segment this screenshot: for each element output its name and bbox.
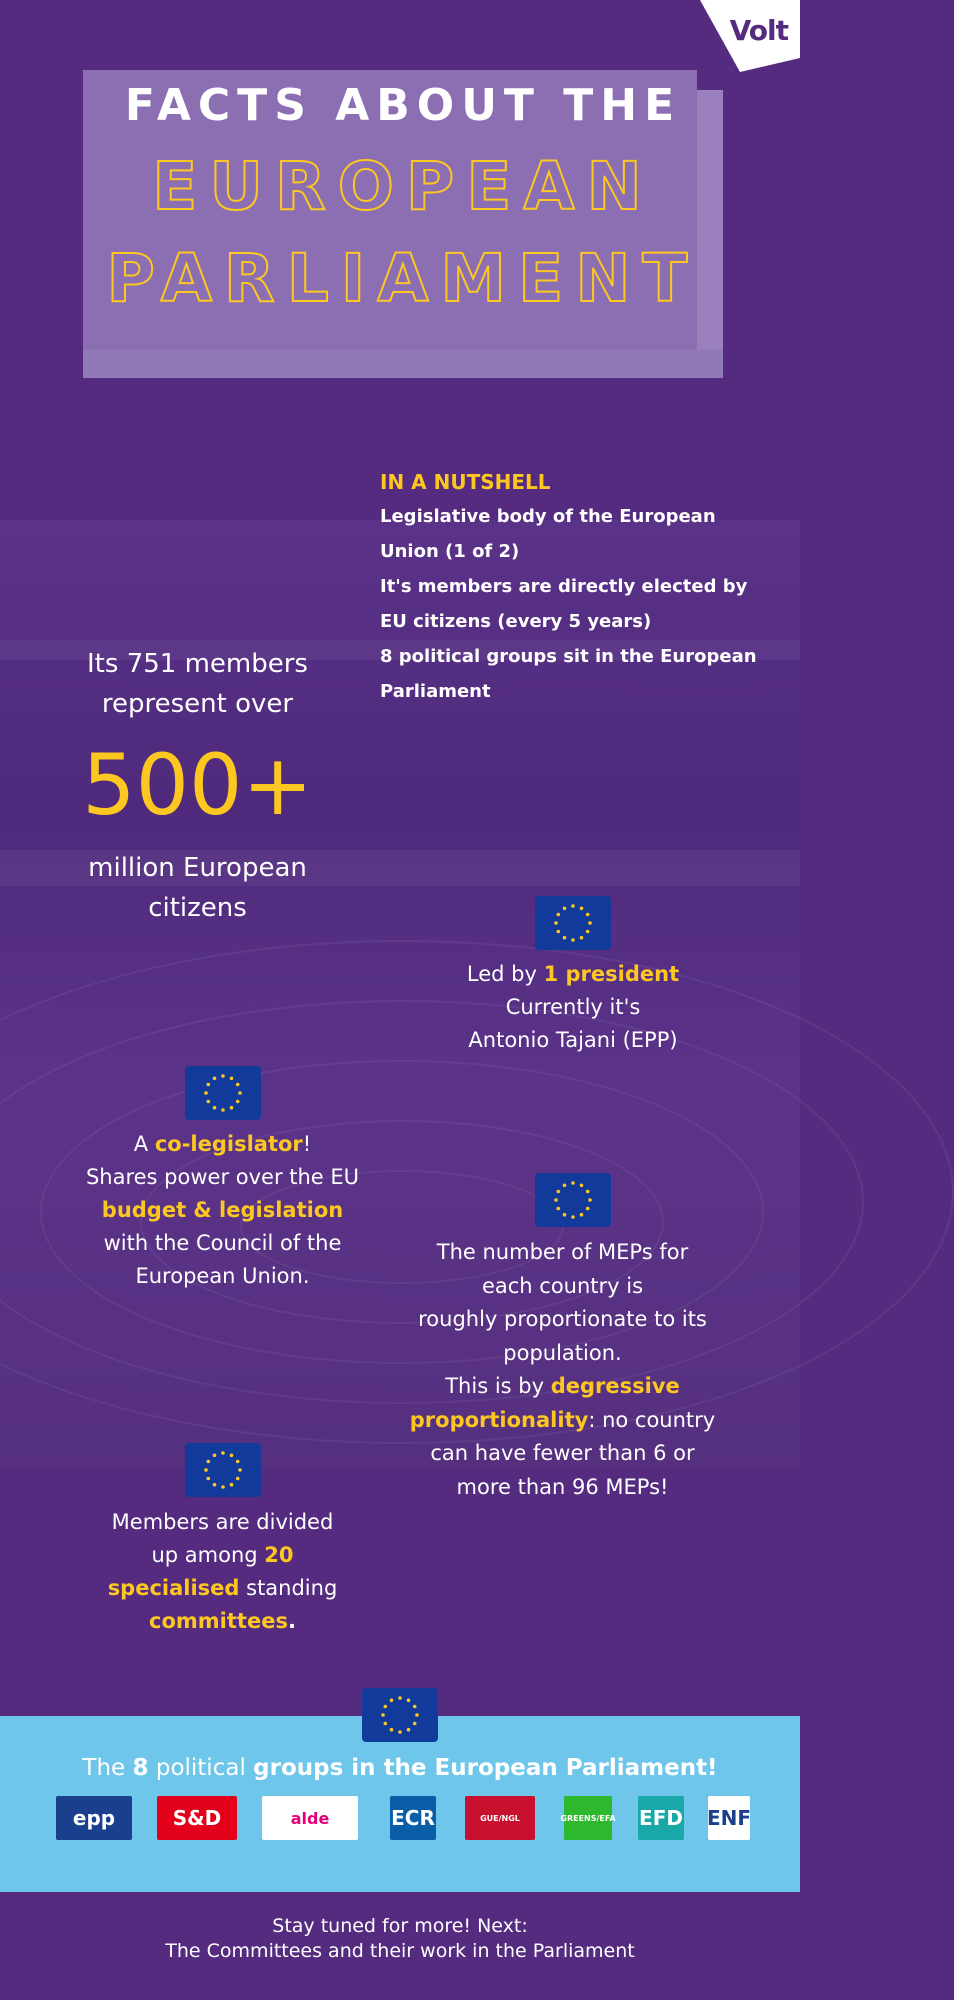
committees-highlight-2: specialised	[107, 1576, 240, 1600]
meps-text	[400, 1236, 725, 1504]
eu-star	[563, 1184, 567, 1188]
meps-line-5: This is by	[445, 1374, 551, 1398]
colegislator-pre: A	[133, 1132, 155, 1156]
logo-efdd	[638, 1796, 684, 1840]
eu-star	[381, 1713, 385, 1717]
eu-star	[580, 1184, 584, 1188]
eu-star	[580, 1213, 584, 1217]
eu-star	[384, 1705, 388, 1709]
eu-star	[213, 1077, 217, 1081]
eu-star	[221, 1451, 225, 1455]
eu-star	[557, 930, 561, 934]
colegislator-line-5: European Union.	[135, 1264, 310, 1288]
groups-bold: groups in the European Parliament!	[253, 1755, 718, 1781]
eu-star	[236, 1460, 240, 1464]
logo-alde	[262, 1796, 358, 1840]
eu-star	[230, 1106, 234, 1110]
members-line-2: represent over	[101, 689, 294, 719]
eu-star	[586, 930, 590, 934]
title-line-1: FACTS ABOUT THE	[124, 80, 682, 131]
title-box-side	[697, 90, 723, 378]
nutshell-line: Legislative body of the European	[380, 506, 716, 527]
logo-sd	[157, 1796, 237, 1840]
title-line-3: PARLIAMENT	[106, 240, 700, 317]
eu-star	[586, 913, 590, 917]
meps-line-6: : no country	[588, 1407, 716, 1432]
logo-epp-text: epp	[72, 1806, 116, 1830]
eu-star	[571, 938, 575, 942]
eu-star	[563, 907, 567, 911]
groups-pre: The	[82, 1755, 133, 1781]
committees-highlight-3: committees	[149, 1609, 288, 1633]
logo-efdd-text: EFD	[639, 1806, 683, 1830]
groups-heading	[0, 1752, 800, 1784]
eu-star	[213, 1454, 217, 1458]
eu-star	[557, 913, 561, 917]
meps-highlight-1: degressive	[550, 1374, 680, 1398]
logo-greens-efa-text: GREENS/EFA	[560, 1813, 616, 1823]
eu-star	[221, 1108, 225, 1112]
meps-highlight-2: proportionality	[409, 1407, 589, 1432]
meps-line-7: can have fewer than 6 or	[430, 1441, 695, 1465]
eu-star	[230, 1077, 234, 1081]
logo-enf	[708, 1796, 750, 1840]
eu-star	[390, 1728, 394, 1732]
eu-star	[207, 1477, 211, 1481]
eu-flag-icon	[535, 1173, 611, 1227]
eu-star	[236, 1477, 240, 1481]
colegislator-highlight: co-legislator	[154, 1132, 303, 1156]
eu-flag-icon	[185, 1443, 261, 1497]
nutshell-line: 8 political groups sit in the European	[380, 646, 757, 667]
eu-star	[213, 1483, 217, 1487]
eu-star	[586, 1190, 590, 1194]
committees-line-1: Members are divided	[111, 1510, 334, 1534]
logo-enf-text: ENF	[706, 1806, 752, 1830]
members-line-4: citizens	[148, 893, 247, 923]
eu-star	[221, 1485, 225, 1489]
footer-text	[0, 1914, 800, 1964]
eu-star	[204, 1091, 208, 1095]
members-text-lower	[40, 848, 355, 928]
colegislator-line-4: with the Council of the	[103, 1231, 342, 1255]
eu-star	[554, 1198, 558, 1202]
eu-star	[571, 904, 575, 908]
eu-star	[413, 1722, 417, 1726]
eu-star	[588, 1198, 592, 1202]
groups-mid: political	[148, 1755, 254, 1781]
eu-star	[238, 1091, 242, 1095]
eu-star	[204, 1468, 208, 1472]
committees-post: .	[287, 1609, 296, 1633]
volt-logo	[700, 0, 800, 72]
colegislator-post: !	[302, 1132, 312, 1156]
president-highlight: 1 president	[543, 962, 680, 986]
eu-star	[415, 1713, 419, 1717]
nutshell-line: Parliament	[380, 681, 491, 702]
eu-star	[563, 936, 567, 940]
eu-star	[221, 1074, 225, 1078]
colegislator-highlight-2: budget & legislation	[101, 1198, 344, 1222]
logo-greens-efa	[560, 1796, 616, 1840]
eu-star	[413, 1705, 417, 1709]
eu-star	[554, 921, 558, 925]
members-big-number: 500+	[82, 736, 313, 834]
eu-flag-icon	[185, 1066, 261, 1120]
footer-line-2: The Committees and their work in the Parliament	[165, 1940, 635, 1962]
logo-sd-text: S&D	[172, 1806, 222, 1830]
eu-flag-icon	[535, 896, 611, 950]
nutshell-line: Union (1 of 2)	[380, 541, 520, 562]
president-line-3: Antonio Tajani (EPP)	[468, 1028, 678, 1052]
logo-ecr	[390, 1796, 436, 1840]
eu-star	[207, 1460, 211, 1464]
logo-alde-text: alde	[290, 1808, 330, 1828]
eu-star	[398, 1730, 402, 1734]
eu-star	[398, 1696, 402, 1700]
eu-star	[586, 1207, 590, 1211]
eu-star	[384, 1722, 388, 1726]
logo-gue-ngl-text: GUE/NGL	[480, 1813, 520, 1823]
eu-star	[407, 1699, 411, 1703]
members-text	[40, 644, 355, 724]
nutshell-line: EU citizens (every 5 years)	[380, 611, 652, 632]
committees-line-2: up among	[151, 1543, 265, 1567]
eu-star	[230, 1454, 234, 1458]
colegislator-line-2: Shares power over the EU	[85, 1165, 360, 1189]
meps-line-8: more than 96 MEPs!	[456, 1474, 669, 1499]
title-box-bottom	[83, 350, 723, 378]
groups-number: 8	[132, 1755, 149, 1781]
meps-line-3: roughly proportionate to its	[418, 1307, 707, 1331]
logo-gue-ngl	[465, 1796, 535, 1840]
eu-star	[390, 1699, 394, 1703]
nutshell-heading: IN A NUTSHELL	[380, 470, 551, 494]
committees-text	[75, 1506, 370, 1638]
eu-star	[207, 1083, 211, 1087]
nutshell-line: It's members are directly elected by	[380, 576, 748, 597]
logo-epp	[56, 1796, 132, 1840]
eu-star	[588, 921, 592, 925]
eu-flag-icon	[362, 1688, 438, 1742]
members-line-1: Its 751 members	[87, 649, 308, 679]
committees-line-3: standing	[239, 1576, 338, 1600]
eu-star	[563, 1213, 567, 1217]
eu-star	[407, 1728, 411, 1732]
volt-logo-text: Volt	[729, 14, 788, 47]
eu-star	[557, 1207, 561, 1211]
eu-star	[557, 1190, 561, 1194]
eu-star	[207, 1100, 211, 1104]
meps-line-2: each country is	[481, 1273, 644, 1298]
logo-ecr-text: ECR	[391, 1806, 435, 1830]
eu-star	[571, 1181, 575, 1185]
president-text	[430, 958, 716, 1057]
eu-star	[213, 1106, 217, 1110]
eu-star	[238, 1468, 242, 1472]
meps-line-1: The number of MEPs for	[436, 1240, 689, 1264]
eu-star	[236, 1100, 240, 1104]
eu-star	[571, 1215, 575, 1219]
colegislator-text	[70, 1128, 375, 1293]
footer-line-1: Stay tuned for more! Next:	[272, 1915, 528, 1937]
eu-star	[236, 1083, 240, 1087]
title-line-2: EUROPEAN	[152, 148, 654, 225]
members-line-3: million European	[88, 853, 307, 883]
president-pre: Led by	[466, 962, 544, 986]
eu-star	[580, 907, 584, 911]
eu-star	[580, 936, 584, 940]
eu-star	[230, 1483, 234, 1487]
president-line-2: Currently it's	[505, 995, 641, 1019]
meps-line-4: population.	[503, 1340, 622, 1365]
committees-highlight-1: 20	[264, 1543, 294, 1567]
